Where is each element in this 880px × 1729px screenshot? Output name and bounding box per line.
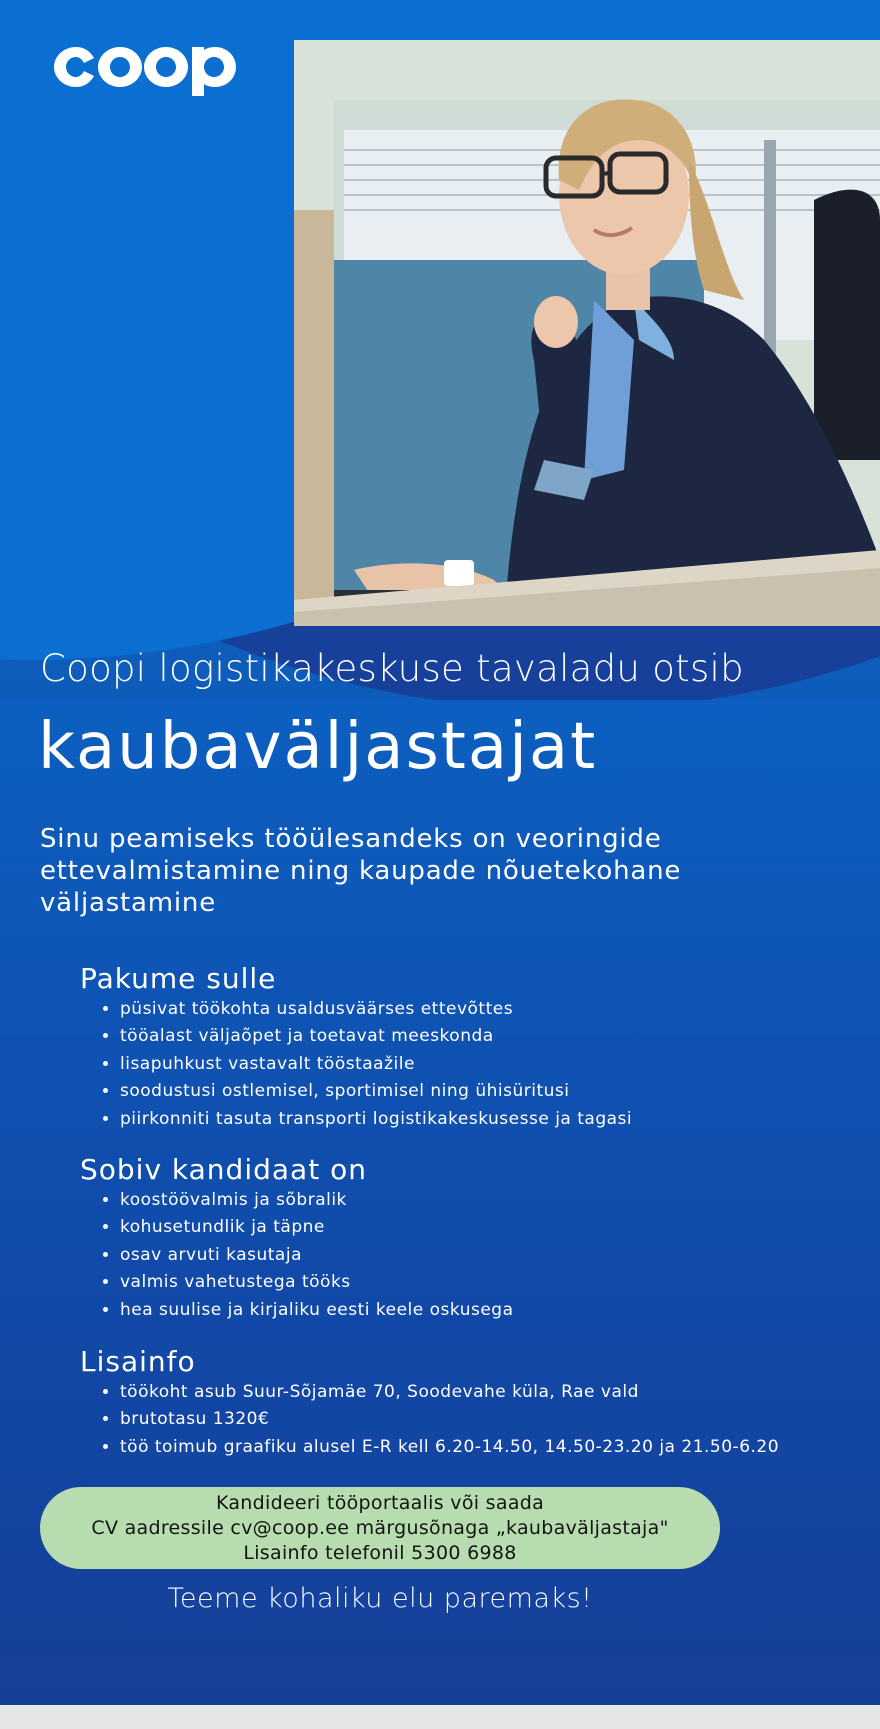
slogan: Teeme kohaliku elu paremaks! bbox=[167, 1583, 593, 1614]
section-more-info bbox=[80, 1345, 870, 1461]
info-list bbox=[80, 1379, 870, 1461]
list-item: • kohusetundlik ja täpne bbox=[120, 1214, 870, 1241]
list-item: • töö toimub graafiku alusel E-R kell 6.20-14.50, 14.50-23.20 ja 21.50-6.20 bbox=[120, 1434, 870, 1461]
list-item: • valmis vahetustega tööks bbox=[120, 1269, 870, 1296]
section-title: Pakume sulle bbox=[80, 962, 277, 995]
email-line: CV aadressile cv@coop.ee märgusõnaga „kaubaväljastaja" bbox=[91, 1516, 669, 1539]
section-title: Lisainfo bbox=[80, 1345, 196, 1378]
description-line: väljastamine bbox=[40, 888, 216, 918]
list-item: • piirkonniti tasuta transporti logistikakeskusesse ja tagasi bbox=[120, 1106, 870, 1133]
benefits-list bbox=[80, 996, 870, 1133]
section-candidate bbox=[80, 1153, 870, 1324]
list-item: • brutotasu 1320€ bbox=[120, 1406, 870, 1433]
hero-photo bbox=[294, 40, 880, 626]
requirements-list bbox=[80, 1187, 870, 1324]
coop-logo bbox=[50, 36, 250, 96]
list-item: • hea suulise ja kirjaliku eesti keele oskusega bbox=[120, 1297, 870, 1324]
list-item: • koostöövalmis ja sõbralik bbox=[120, 1187, 870, 1214]
description-line: ettevalmistamine ning kaupade nõuetekohane bbox=[40, 856, 682, 886]
apply-line: Kandideeri tööportaalis või saada bbox=[215, 1491, 545, 1514]
list-item: • lisapuhkust vastavalt tööstaažile bbox=[120, 1051, 870, 1078]
job-description bbox=[40, 823, 780, 919]
job-title: kaubaväljastajat bbox=[38, 710, 598, 784]
office-worker-illustration bbox=[294, 40, 880, 626]
list-item: • tööalast väljaõpet ja toetavat meeskonda bbox=[120, 1023, 870, 1050]
list-item: • töökoht asub Suur-Sõjamäe 70, Soodevahe küla, Rae vald bbox=[120, 1379, 870, 1406]
list-item: • osav arvuti kasutaja bbox=[120, 1242, 870, 1269]
phone-line: Lisainfo telefonil 5300 6988 bbox=[243, 1541, 517, 1564]
headline-intro: Coopi logistikakeskuse tavaladu otsib bbox=[40, 647, 744, 690]
list-item: • püsivat töökohta usaldusväärses ettevõttes bbox=[120, 996, 870, 1023]
section-title: Sobiv kandidaat on bbox=[80, 1153, 367, 1186]
apply-callout bbox=[40, 1487, 720, 1569]
section-benefits bbox=[80, 962, 870, 1133]
description-line: Sinu peamiseks tööülesandeks on veoringide bbox=[40, 824, 662, 854]
list-item: • soodustusi ostlemisel, sportimisel ning ühisüritusi bbox=[120, 1078, 870, 1105]
